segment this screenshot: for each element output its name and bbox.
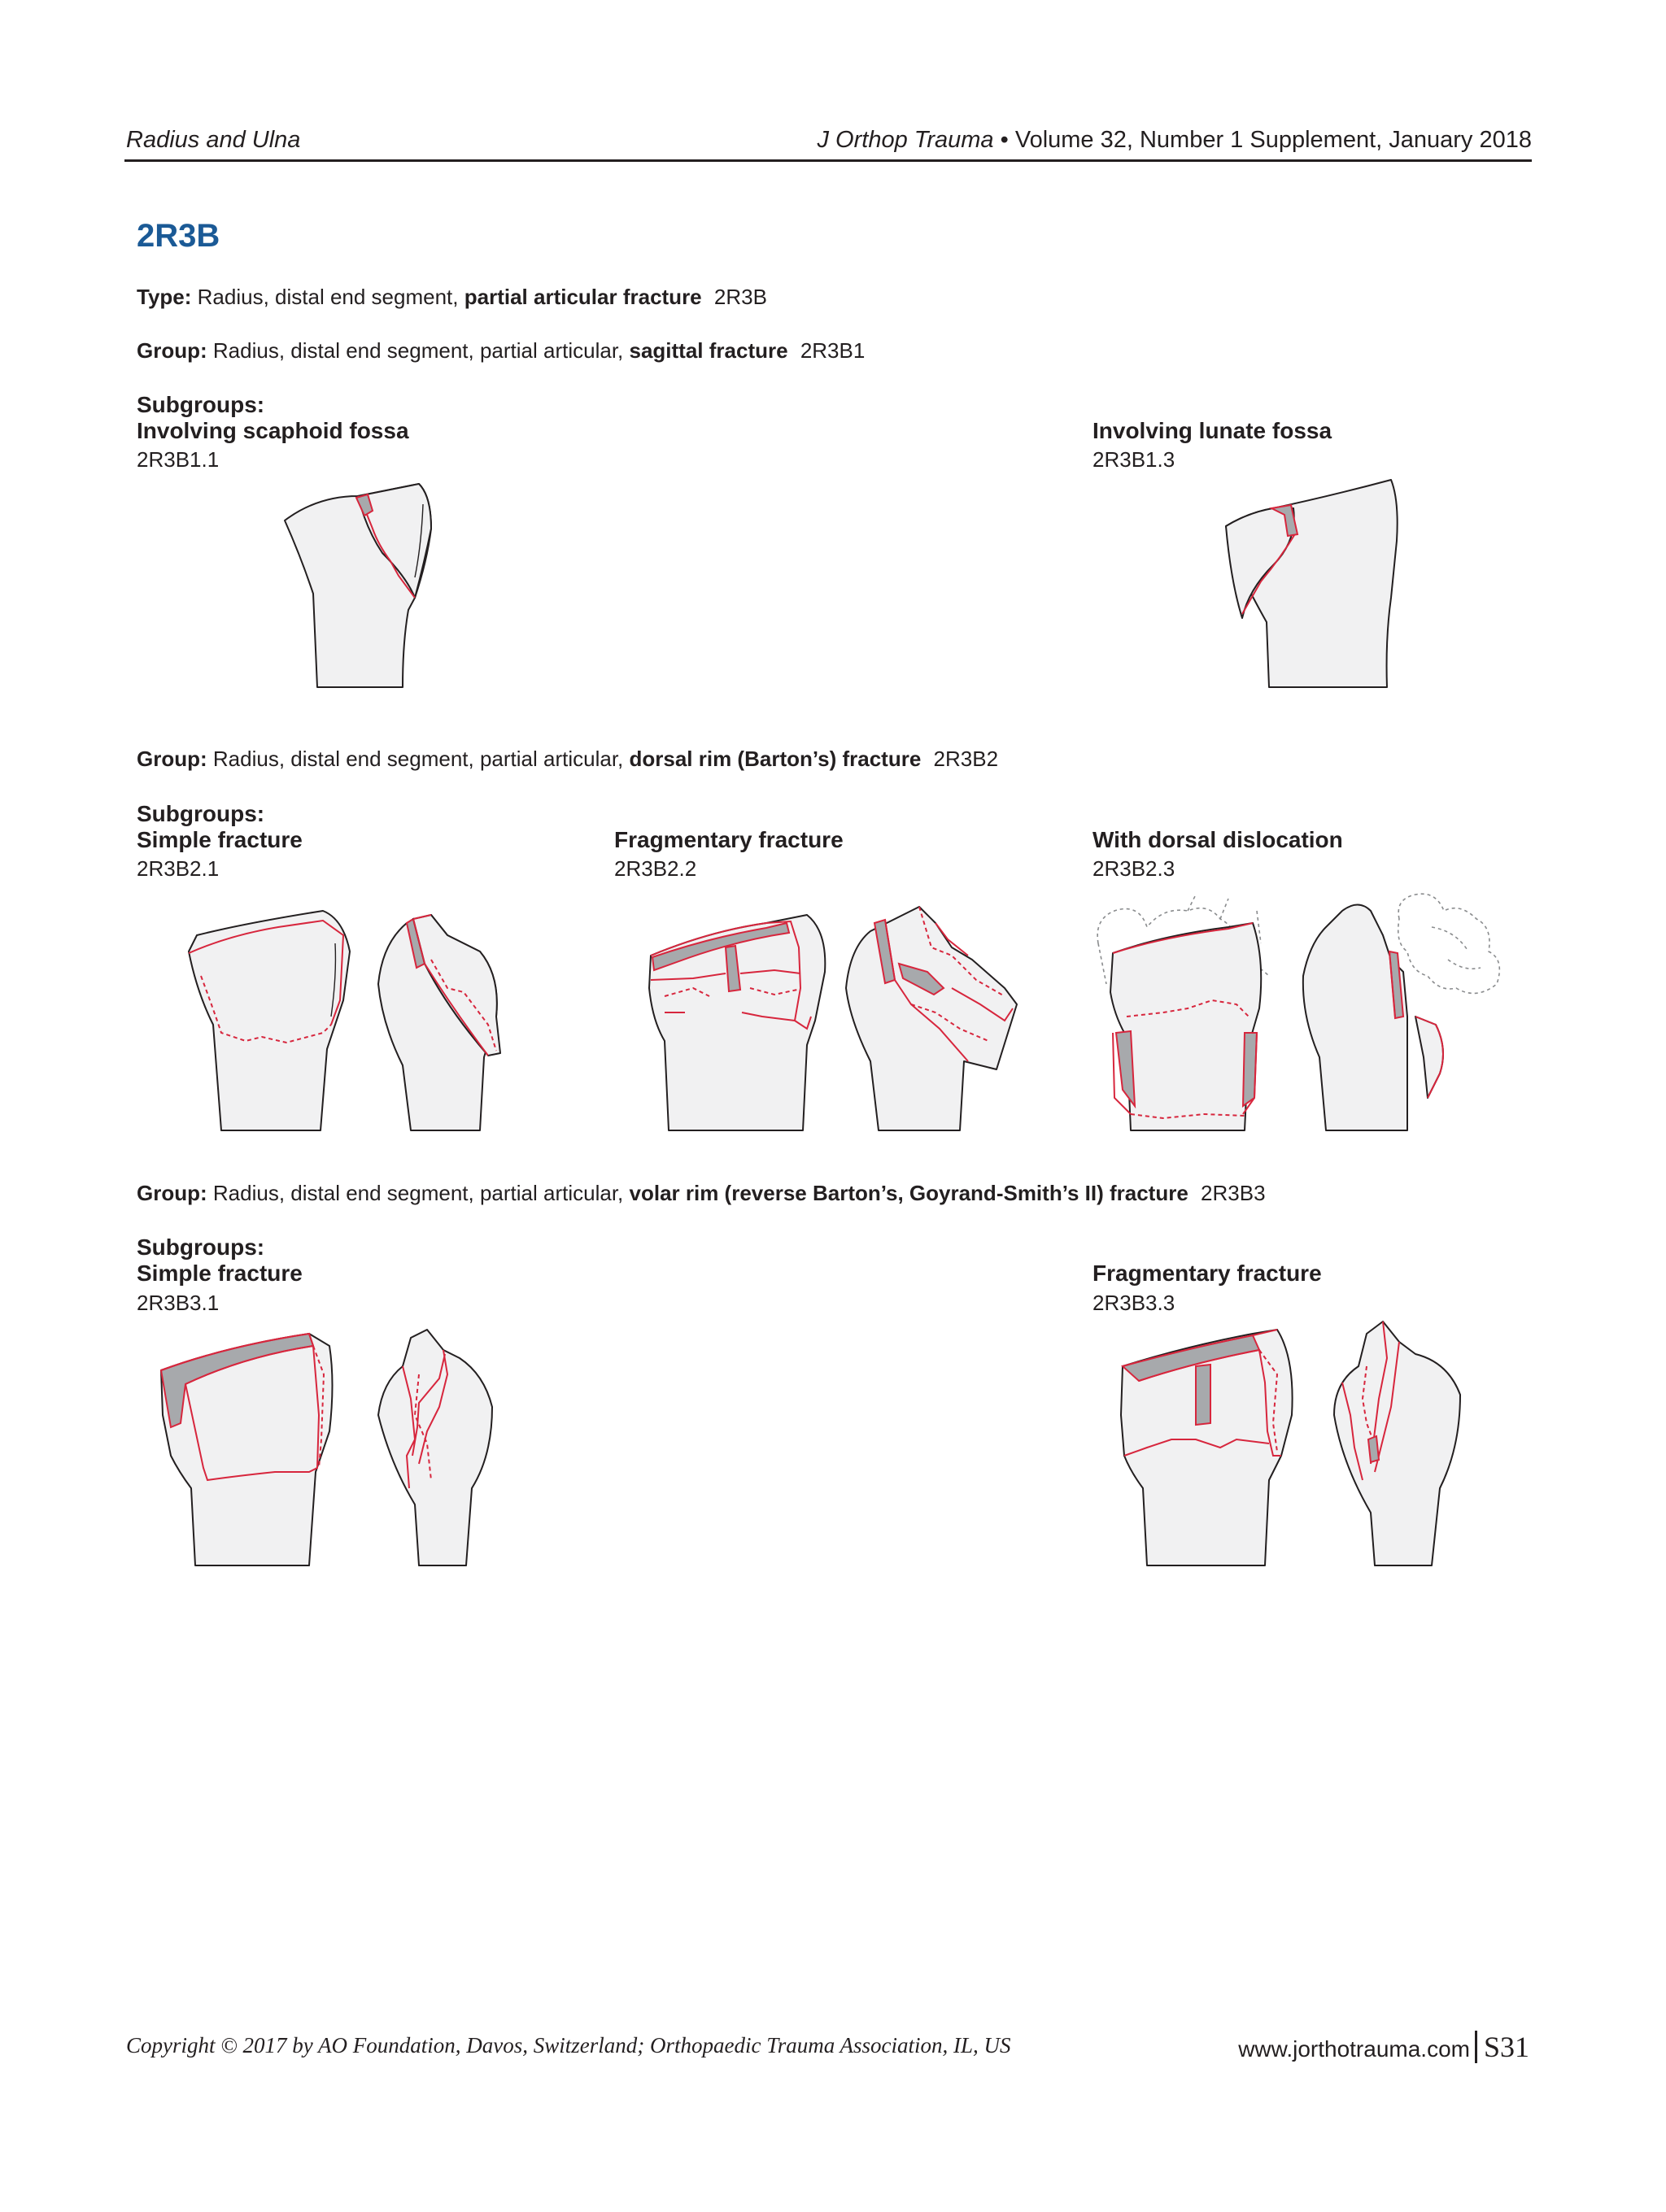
radius-illustration-2r3b2-3-front <box>1082 895 1285 1134</box>
subgroup-title: With dorsal dislocation <box>1092 827 1343 852</box>
subgroup-title: Fragmentary fracture <box>1092 1261 1322 1286</box>
subgroup-code: 2R3B2.1 <box>137 856 220 881</box>
type-label: Type: <box>137 285 192 309</box>
radius-illustration-2r3b1-1 <box>268 480 480 691</box>
radius-illustration-2r3b1-3 <box>1216 476 1428 691</box>
subgroup-code: 2R3B1.1 <box>137 447 220 472</box>
radius-illustration-2r3b2-1-lateral <box>366 903 537 1134</box>
group2-code: 2R3B2 <box>933 747 999 771</box>
group1-line <box>137 338 865 364</box>
subgroup-code: 2R3B3.3 <box>1092 1291 1175 1315</box>
radius-illustration-2r3b2-1-front <box>181 903 360 1134</box>
subgroup-code: 2R3B3.1 <box>137 1291 220 1315</box>
group3-line <box>137 1181 1266 1206</box>
group3-label: Group: <box>137 1181 207 1205</box>
header-rule <box>124 159 1532 162</box>
subgroup-title: Involving lunate fossa <box>1092 418 1332 443</box>
radius-illustration-2r3b3-3-front <box>1114 1317 1310 1570</box>
group1-label: Group: <box>137 338 207 363</box>
subgroup-title: Involving scaphoid fossa <box>137 418 409 443</box>
radius-illustration-2r3b2-2-lateral <box>838 899 1033 1134</box>
header-bullet: • <box>1000 127 1009 153</box>
radius-illustration-2r3b3-1-lateral <box>370 1326 533 1570</box>
subgroup-code: 2R3B2.3 <box>1092 856 1175 881</box>
type-bold: partial articular fracture <box>464 285 702 309</box>
radius-illustration-2r3b2-2-front <box>644 899 831 1134</box>
group2-subgroups-label: Subgroups: <box>137 801 265 826</box>
subgroup-title: Simple fracture <box>137 1261 303 1286</box>
group1-subgroups-label: Subgroups: <box>137 392 265 417</box>
group3-code: 2R3B3 <box>1201 1181 1266 1205</box>
radius-illustration-2r3b3-1-front <box>146 1326 342 1570</box>
type-code: 2R3B <box>713 285 767 309</box>
group1-text: Radius, distal end segment, partial articular, <box>212 338 624 363</box>
running-head-right <box>818 127 1533 154</box>
journal-url[interactable]: www.jorthotrauma.com <box>1238 2036 1470 2062</box>
copyright-notice: Copyright © 2017 by AO Foundation, Davos, Switzerland; Orthopaedic Trauma Association, IL, US <box>126 2033 1011 2057</box>
page-number: S31 <box>1475 2031 1529 2063</box>
type-text: Radius, distal end segment, <box>197 285 459 309</box>
group3-subgroups-label: Subgroups: <box>137 1234 265 1260</box>
journal-name: J Orthop Trauma <box>817 127 994 153</box>
group1-code: 2R3B1 <box>800 338 866 363</box>
group3-text: Radius, distal end segment, partial articular, <box>212 1181 624 1205</box>
group2-bold: dorsal rim (Barton’s) fracture <box>629 747 922 771</box>
subgroup-code: 2R3B2.2 <box>614 856 697 881</box>
group2-text: Radius, distal end segment, partial articular, <box>212 747 624 771</box>
subgroup-title: Fragmentary fracture <box>614 827 844 852</box>
type-line <box>137 285 767 310</box>
radius-illustration-2r3b3-3-lateral <box>1318 1317 1497 1570</box>
footer-right <box>1238 2030 1529 2064</box>
group1-bold: sagittal fracture <box>629 338 788 363</box>
group2-label: Group: <box>137 747 207 771</box>
group2-line <box>137 747 998 772</box>
section-code: 2R3B <box>137 218 220 254</box>
journal-volume: Volume 32, Number 1 Supplement, January 2018 <box>1014 127 1532 153</box>
radius-illustration-2r3b2-3-lateral <box>1293 895 1529 1134</box>
group3-bold: volar rim (reverse Barton’s, Goyrand-Smith’s II) fracture <box>629 1181 1188 1205</box>
subgroup-title: Simple fracture <box>137 827 303 852</box>
running-head-left: Radius and Ulna <box>126 127 301 153</box>
subgroup-code: 2R3B1.3 <box>1092 447 1175 472</box>
